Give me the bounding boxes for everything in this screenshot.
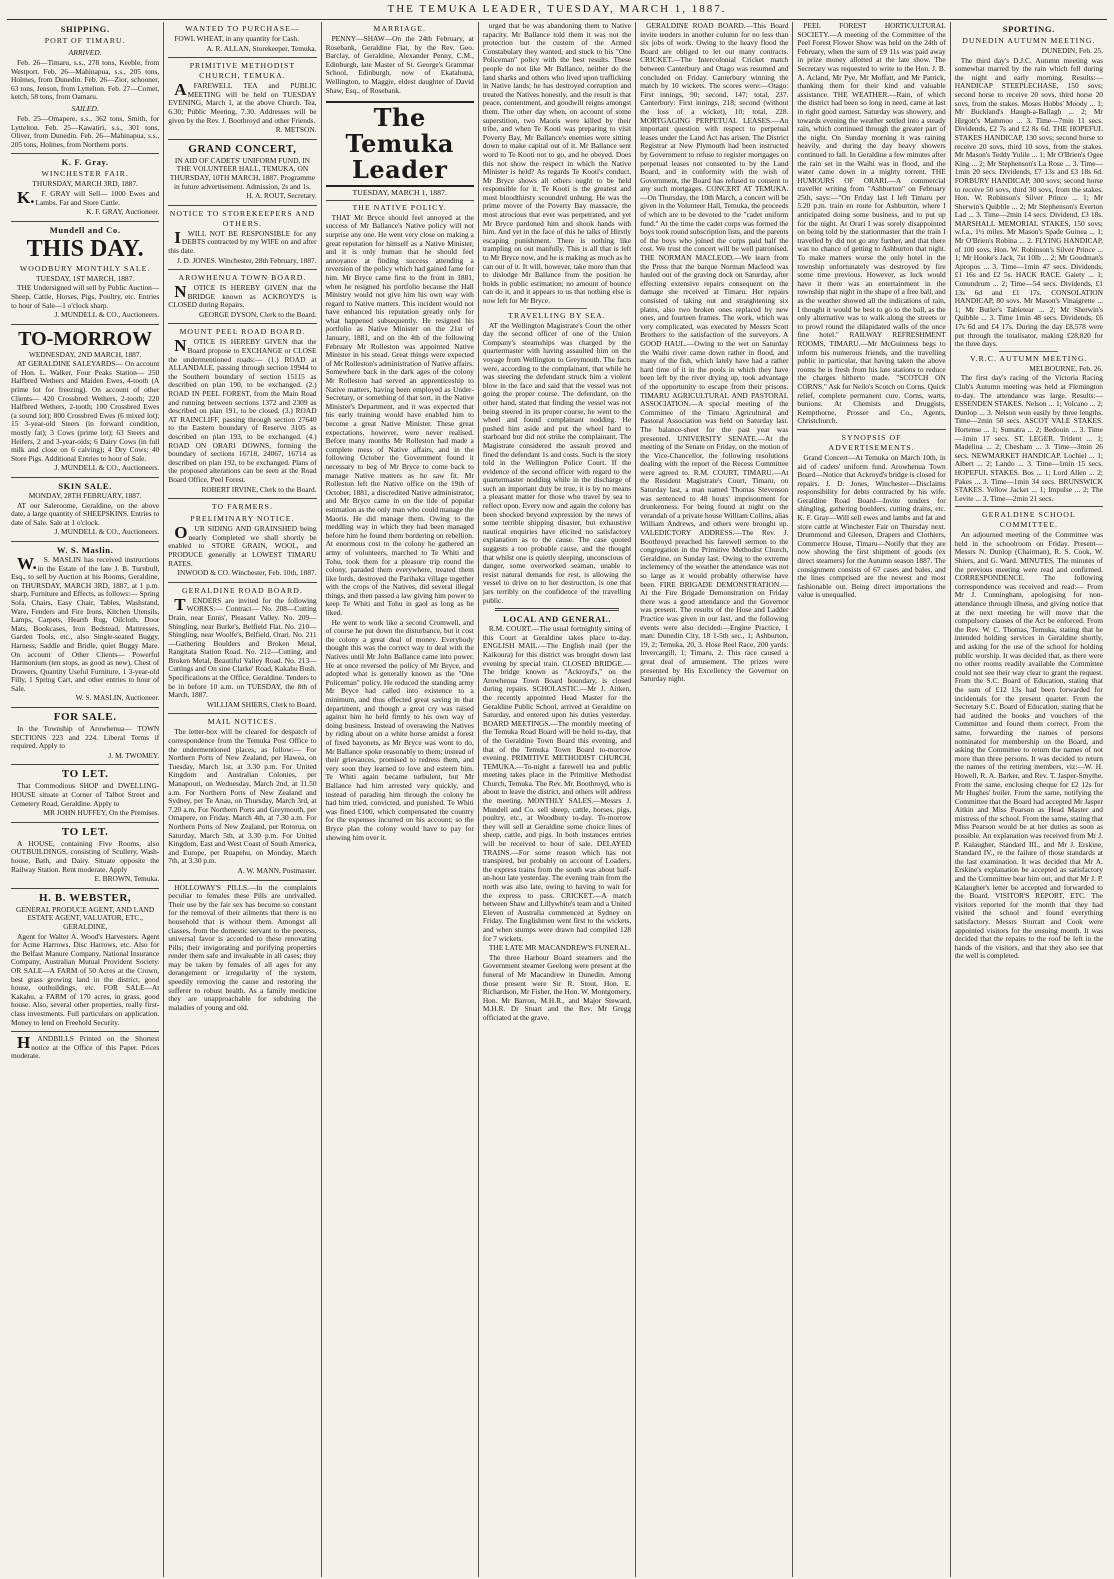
- column-2: [164, 22, 321, 1577]
- vrc-heading: V.R.C. AUTUMN MEETING.: [970, 353, 1088, 363]
- tolet-heading-1: TO LET.: [61, 768, 109, 781]
- local-news-continued-2: [797, 22, 945, 426]
- newspaper-page: [7, 0, 1107, 1579]
- arrived-heading: ARRIVED.: [68, 48, 102, 57]
- farmers-heading: TO FARMERS.: [211, 502, 273, 512]
- tomorrow-ad: [11, 328, 159, 478]
- maslin-heading: W. S. Maslin.: [56, 544, 114, 555]
- mountpeel-heading: MOUNT PEEL ROAD BOARD.: [179, 327, 306, 337]
- native-policy-continued: [483, 22, 631, 306]
- marriage-heading: MARRIAGE.: [373, 24, 426, 33]
- editorial-date: TUESDAY, MARCH 1, 1887.: [326, 189, 474, 201]
- vrc-dateline: MELBOURNE, Feb. 26.: [1029, 363, 1103, 373]
- column-1: [7, 22, 164, 1577]
- native-policy-p2: He went to work like a second Cromwell, and of course he put down the disturbance, but it cost the colony a great deal of money. Everybody thought this was the correct way to deal with the Natives until Mr John Ballance came into power. He at once reversed the policy of Mr Bryce, and adopted what is generally known as the "One Policeman" policy. He reduced the standing army Mr Bryce had called into existence to a minimum, and thus effected great saving in that department, and though a great cry was raised against him he held firmly to his own way of doing business. Instead of overawing the Natives by riding about on a white horse amidst a forest of fixed bayonets, as Mr Bryce was wont to do, Mr Ballance spoke reasonably to them; instead of their grievances, promised to redress them, and very soon they learned to love and esteem him. Te Whiti again became turbulent, but Mr Ballance had him arrested very quickly, and instead of parading him through the colony he had him tried, convicted, and punished. Te Whiti was fined £100, which compensated the country for the expenses incurred on his account; so the Bryce plan the colony would have to pay for showing him over it.: [325, 617, 474, 842]
- holloway-ad: [168, 884, 316, 1013]
- local-news-body-2: PEEL FOREST HORTICULTURAL SOCIETY.—A meeting of the Committee of the Peel Forest Flower Show was held on the 24th of February, when the sum of £9 11s was paid away in prize money allotted at the late show. The Secretary was requested to write to the Hon. J. B. A. Acland, Mr Pye, Mr Moffatt, and Mr Patrick, thanking them for their kind and valuable assistance. THE WEATHER.—Rain, of which the district had been so long in need, came at last in right good earnest. Saturday was showery, and towards evening the weather settled into a steady rain, which continued through the greater part of the night. On Sunday morning it was raining heavily, and during the day heavy showers continued to fall. In Geraldine a few minutes after the rain set in the Waihi was in flood, and the water came down in a mighty torrent. THE HUMOURS OF ORARI.—A commercial traveller writing from "Ashburton" on February 25th, says:—"On Friday last I left Timaru per 5.20 p.m. train en route for Ashburton, where I anticipated doing some business, and to put up for the night. At Orari I was sorely disappointed on being told by the stationmaster that the train I travelled by did not go any further, and that there was no chance of getting to Ashburton that night. To make matters worse the only hotel in the township unfortunately was destroyed by fire some time previous. However, as luck would have it there was an entertainment in the township that night in the shape of a free ball, and as the weather showed all the indications of rain, I thought it would be best to go to the ball, as the only alternative was to walk along the streets or to prowl round the dilapidated walls of the once fine hotel." RAILWAY REFRESHMENT ROOMS, TIMARU.—Mr McGuinness begs to inform his numerous friends, and the travelling public in particular, that having taken the above rooms he is fresh from his late stations to reduce the charges hitherto made. "SCOTCH ON CORNS." Ask for Neilo's Scotch on Corns. Quick relief, complete permanent cure. Corns, warts, bunions. At Chemists and Druggists, Kempthorne, Prosser and Co., Agents, Christchurch.: [797, 22, 946, 426]
- mail-heading: MAIL NOTICES.: [207, 717, 278, 727]
- local-heading: LOCAL AND GENERAL.: [502, 614, 611, 625]
- geraldine-tenders-ad: [168, 586, 316, 715]
- vrc-results: The first day's racing of the Victoria Racing Club's Autumn meeting was held at Flemington to-day. The attendance was large. Results:— ESSENDEN STAKES. Nelson ... 1; Volcano ... 2; Dunlop ... 3. Nelson won easily by three lengths. Time—2min 50 secs. ASCOT VALE STAKES. Hortense ... 1; Sumatra ... 2; Bedouin ... 3. Time—1min 17 secs. ST. LEGER. Trident ... 1; Madelina ... 2; Chesham ... 3. Time—3min 26 secs. NEWMARKET HANDICAP. Lochiel ... 1; Albert ... 2; Lando ... 3. Time—1min 15 secs. HOPEFUL STAKES. Bos ... 1; Lord Allen ... 2; Pakes ... 3. Time—1min 34 secs. BRUNSWICK STAKES. Yellow Jacket ... 1; Impulse ... 2; The Levite ... 3. Time—2min 21 secs.: [954, 373, 1103, 503]
- native-policy-p3: urged that he was abandoning them to Native rapacity. Mr Ballance told them it was not the protection but the custom of the Armed Constabulary they wanted, and stuck to his "One Policeman" policy with the best results. These people do not like Mr Ballance, neither do the land sharks and others who lived upon trafficking in Native lands; he has destroyed corruption and treated the Natives honestly, and the result is that peace, contentment, and goodwill reigns amongst them. The other day when, on account of some superstition, two Maoris were killed by their tribe, and when Te Kooti was preparing to visit Poverty Bay, Mr Ballance's enemies were sitting down to make capital out of it. Mr Ballance sent word to Te Kooti not to go, and he obeyed. Does this not show the respect in which the Native Minister is held? As regards Te Kooti's conduct, Mr Bryce shows all others ought to be held responsible for it. Te Kooti is the greatest and most bloodthirsty scoundrel unhung. He was the prime mover of the Poverty Bay massacre, the most atrocious that ever was perpetrated, and yet Mr Bryce pardoned him and shook hands with him. And yet in the face of this he talks of Hirstly escaping punishment. There is nothing like trampling on out manfully. This is all that is left to Mr Bryce now, and he is making as much as he can out of it. It will, however, take more than that to dislodge Mr Ballance from the position he holds in public estimation; no amount of bounce can do it, and it appears to us that nothing else is now left for Mr Bryce.: [482, 22, 632, 305]
- maslin-ad: [11, 545, 159, 708]
- column-7: [951, 22, 1107, 1577]
- woodbury-date: TUESDAY, 1ST MARCH, 1887.: [36, 273, 135, 283]
- preliminary-heading: PRELIMINARY NOTICE.: [190, 514, 295, 524]
- notice-signature: J. D. JONES. Winchester, 28th February, 1887.: [176, 255, 317, 265]
- gray-body: K.F. GRAY will Sell— 1000 Ewes and Lambs. Fat and Store Cattle.: [17, 187, 160, 207]
- travel-heading: TRAVELLING BY SEA.: [508, 310, 606, 320]
- holloway-text: HOLLOWAY'S PILLS.—In the complaints peculiar to females these Pills are unrivalled. Their use by the fair sex has become so constant for the removal of their ailments that there is no household that is without them. Amongst all classes, from the domestic servant to the peeress, universal favor is accorded to these renovating Pills; their invigorating and purifying properties render them safe and invaluable in all cases; they may be taken by females of all ages for any derangement or irregularity of the system, speedily removing the cause and restoring the sufferer to robust health. As a family medicine they are unapproachable for subduing the maladies of young and old.: [168, 882, 317, 1012]
- webster-ad: [11, 892, 159, 1032]
- skin-body: AT our Saleroome, Geraldine, on the above date, a large quantity of SHEEPSKINS. Entries to date of Sale. Sale at 1 o'clock.: [11, 500, 160, 527]
- gray-ad: [11, 157, 159, 221]
- column-4: [479, 22, 636, 1577]
- divider: [495, 608, 619, 611]
- wanted-body: FOWL WHEAT, in any quantity for Cash.: [174, 34, 299, 43]
- skin-date: MONDAY, 28TH FEBRUARY, 1887.: [28, 491, 142, 500]
- webster-heading: H. B. WEBSTER,: [39, 891, 132, 904]
- divider: [999, 351, 1058, 352]
- shipping-heading: SHIPPING.: [60, 24, 110, 34]
- tomorrow-heading: TO-MORROW: [18, 327, 153, 350]
- maslin-signature: W. S. MASLIN, Auctioneer.: [75, 693, 160, 703]
- columns: [7, 22, 1107, 1577]
- methodist-heading: PRIMITIVE METHODIST CHURCH, TEMUKA.: [189, 61, 296, 81]
- gray-signature: K. F. GRAY, Auctioneer.: [86, 207, 160, 217]
- macandrew-body: The three Harbour Board steamers and the Government steamer Geelong were present at the funeral of Mr Macandrew in Dunedin. Among those present were Sir R. Stout, Hon. E. Richardson, Mr Fisher, the Hon. W. Montgomery, Hon. Mr Barron, M.H.R., and Major Steward, M.H.R. Dr Stuart and the Rev. Mr Gregg officiated at the grave.: [482, 952, 632, 1022]
- editorial-banner: [326, 101, 474, 201]
- woodbury-signature: J. MUNDELL & CO., Auctioneers.: [54, 310, 160, 320]
- port-heading: PORT OF TIMARU.: [44, 36, 126, 45]
- marriage-notice: [326, 24, 474, 95]
- local-general: [483, 614, 631, 1022]
- maslin-body: W.S. MASLIN has received instructions in the Estate of the late J. B. Turnbull, Esq., to sell by Auction at his Rooms, Geraldine, on THURSDAY, MARCH 3RD, 1887, at 1 p.m. sharp, Furniture and Effects, as follows:— Spring Sofa, Chairs, Easy Chair, Tables, Washstand, Ware, Fenders and Fire Irons, Kitchen Utensils, Lamps, Carpets, Hearth Rug, Oilcloth, Door Mats, Bookcases, Iron Bedstead, Mattresses, Garden Tools, etc., also Single-seated Buggy, Harness, Saddle and Bridle, quiet Buggy Mare. On account of Other Clients— Powerful Harmonium (ten stops, as good as new), Chest of Drawers, Quantity Useful Furniture, 1 3-year-old Filly, 1 Spring Cart, and other entries to hour of Sale.: [11, 553, 160, 693]
- marriage-body: PENNY—SHAW—On the 24th February, at Rosebank, Geraldine Flat, by the Rev. Geo. Barclay, of Geraldine, Alexander Penny, C.M., Edinburgh, late Master of St. George's Grammar School, Edinburgh, now of Ekatahuna, Wellington, to Maggie, eldest daughter of David Shaw, Esq., of Rosebank.: [325, 34, 474, 95]
- concert-heading: GRAND CONCERT,: [188, 142, 297, 155]
- mountpeel-signature: ROBERT IRVINE, Clerk to the Board.: [201, 484, 317, 494]
- divider: [955, 506, 1103, 507]
- methodist-ad: [168, 61, 316, 140]
- native-policy-heading: THE NATIVE POLICY.: [352, 202, 447, 212]
- arowhenua-heading: AROWHENUA TOWN BOARD.: [178, 273, 307, 283]
- forsale-ad: [11, 711, 159, 765]
- wanted-signature: A. R. ALLAN, Storekeeper, Temuka.: [206, 43, 317, 53]
- mundell-heading: Mundell and Co.: [49, 224, 121, 235]
- webster-subheading: GENERAL PRODUCE AGENT, AND LAND ESTATE AGENT, VALUATOR, ETC., GERALDINE,: [16, 904, 155, 931]
- sporting-section: [955, 24, 1103, 503]
- native-policy-article: [326, 203, 474, 842]
- column-3: [322, 22, 479, 1577]
- methodist-body: AFAREWELL TEA and PUBLIC MEETING will be held on TUESDAY EVENING, March 1, at the above Church. Tea, 6.30; Public Meeting, 7.30. Addresses will be given by the Rev. J. Boothroyd and other Friends.: [168, 80, 317, 125]
- wanted-heading: WANTED TO PURCHASE—: [185, 24, 300, 33]
- school-committee-section: [955, 510, 1103, 961]
- arowhenua-ad: [168, 273, 316, 324]
- sailed-heading: SAILED.: [71, 103, 99, 113]
- tolet-body-2: A HOUSE, containing Five Rooms, also OUTBUILDINGS, consisting of Scullery, Wash-house, Bath, and Dairy. Situate opposite the Railway Station. Rent moderate. Apply: [11, 838, 160, 874]
- running-head: THE TEMUKA LEADER, TUESDAY, MARCH 1, 1887.: [7, 0, 1107, 20]
- methodist-signature: R. METSON.: [275, 125, 317, 135]
- synopsis-body: Grand Concert—At Temuka on March 10th, in aid of cadets' uniform fund. Arowhenua Town Board—Notice that Ackroyd's bridge is closed for repairs. J. D. Jones, Winchester—Disclaims responsibility for debts contracted by his wife. Geraldine Road Board—Invite tenders for shingling, gathering boulders, cutting drains, etc. K. F. Gray—Will sell ewes and lambs and fat and store cattle at Winchester Fair on Thursday next. Drummond and Gleeson, Drapers and Clothiers, Commerce House, Timaru—Notify that they are now showing the first shipment of goods (ex direct steamers) for the Autumn season 1887. The consignment consists of 67 cases and bales, and the lines comprised are the newest and most fashionable out. Being direct importations the value is unequalled.: [797, 452, 946, 600]
- skin-heading: SKIN SALE.: [58, 481, 113, 491]
- mundell-ad: [11, 225, 159, 325]
- tomorrow-signature: J. MUNDELL & CO., Auctioneers.: [54, 463, 160, 473]
- travel-article: [483, 311, 631, 606]
- handbills-ad: [11, 1035, 159, 1061]
- local-news-body: GERALDINE ROAD BOARD.—This Board invite tenders in another column for no less than six jobs of work. Owing to the heavy flood the Board are obliged to let out many contracts. CRICKET.—The Intercolonial Cricket match between Canterbury and Otago was resumed and concluded on Friday. Canterbury winning the match by 10 wickets. The scores were:—Otago: First innings, 90; second, 147; total, 237. Canterbury: First innings, 218; second (without the loss of a wicket), 10; total, 228. MORTGAGING PERPETUAL LEASES.—An important question with respect to perpetual leases under the Land Act has arisen. The District Registrar at New Plymouth had been instructed by Government to refuse to register mortgages on perpetual leases not consented to by the Land Board, and in conformity with the wish of Government, the Board has refused to consent to any such mortgages. CONCERT AT TEMUKA.—On Thursday, the 10th March, a concert will be given in the Volunteer Hall, Temuka, the proceeds of which are to be devoted to the "cadet uniform fund." At the time the cadet corps was formed the boys took round subscription lists, and the parents of the boys who joined the corps paid half the cost. We trust the concert will be well patronised. THE NORMAN MACLEOD.—We learn from the Press that the barque Norman Macleod was hauled out of the graving dock on Saturday, after effecting extensive repairs consequent on the damage she received at Timaru. Her repairs consisted of taking out and straightening six plates, also two broken ones replaced by new ones, and fourteen frames. The work, which was very complicated, was executed by Messrs Scott Brothers to the satisfaction of the surveyors. A GOOD HAUL.—Owing to the wet on Saturday the Waihi river came down rather in flood, and many of the fish, which lately have had a rather hard time of it in the pools in which they have been left by the river drying up, took advantage of the opportunity to escape from their prisons. TIMARU AGRICULTURAL AND PASTORAL ASSOCIATION.—A special meeting of the Committee of the Timaru Agricultural and Pastoral Association was held on Saturday last. The balance-sheet for the past year was presented. UNIVERSITY SENATE.—At the meeting of the Senate on Friday, on the motion of the Vice-Chancellor, the following resolutions dealing with the report of the Recess Committee were agreed to. R.M. COURT, TIMARU.—At the Resident Magistrate's Court, Timaru, on Saturday last, a man named Thomas Stevenson was sentenced to 48 hours' imprisonment for drunkenness. For being found at night on the verandah of a private house William Collins, alias William Andrews, and others were brought up. VALEDICTORY ADDRESS.—The Rev. J. Boothroyd preached his farewell sermon to the congregation in the Primitive Methodist Church, Geraldine, on Sunday last. Owing to the extreme inclemency of the weather the attendance was not so large as it would probably otherwise have been. FIRE BRIGADE DEMONSTRATION.—At the Fire Brigade Demonstration on Friday there was a good attendance and the Governor was present. The results of the Hose and Ladder Practice was given in our last, and the following events were also decided:—Engine Practice, 1 man: Dunedin City, 18 1-5th sec., 1; Ashburton, 19, 2; Temuka, 20, 3. Hose Reel Race, 200 yards: Invercargill, 1; Timaru, 2. This race caused a great deal of amusement. The prizes were presented by His Excellency the Governor on Saturday night.: [640, 22, 789, 684]
- synopsis-heading: SYNOPSIS OF ADVERTISEMENTS.: [828, 432, 915, 452]
- thisday-heading: THIS DAY.: [26, 235, 144, 262]
- woodbury-heading: WOODBURY MONTHLY SALE.: [19, 263, 151, 273]
- wanted-ad: [168, 24, 316, 58]
- sailed-list: Feb. 25—Omapere, s.s., 362 tons, Smith, for Lyttelton. Feb. 25—Kawatiri, s.s., 301 tons, Oliver, from Dunedin. Feb. 26—Mahinapua, s.s., 205 tons, Holmes, from Northern ports.: [11, 113, 160, 149]
- tolet-ad-2: [11, 826, 159, 889]
- concert-signature: H. A. ROUT, Secretary.: [246, 191, 317, 201]
- forsale-heading: FOR SALE.: [53, 711, 117, 724]
- column-5: [636, 22, 793, 1577]
- divider: [527, 308, 586, 309]
- dunedin-heading: DUNEDIN AUTUMN MEETING.: [962, 36, 1096, 45]
- arowhenua-body: NOTICE IS HEREBY GIVEN that the BRIDGE known as ACKROYD'S is CLOSED during Repairs.: [168, 282, 317, 310]
- arowhenua-signature: GEORGE DYSON, Clerk to the Board.: [198, 309, 317, 319]
- shipping-section: [11, 24, 159, 154]
- column-6: [793, 22, 950, 1577]
- local-news-continued: [640, 22, 788, 684]
- farmers-body: OUR SIDING AND GRAINSHED being nearly Completed we shall shortly be enabled to STORE GRAIN, WOOL, and PRODUCE generally at LOWEST TIMARU RATES.: [168, 523, 317, 568]
- geraldine-tenders-signature: WILLIAM SHIERS, Clerk to Board.: [206, 699, 317, 709]
- concert-body: IN AID OF CADETS' UNIFORM FUND, IN THE VOLUNTEER HALL, TEMUKA, ON THURSDAY, 10TH MARCH, 1887. Programme in future advertisement. Admission, 2s and 1s.: [169, 155, 315, 191]
- tolet-signature-1: MR JOHN HUFFEY, On the Premises.: [43, 808, 160, 818]
- farmers-ad: [168, 502, 316, 583]
- farmers-signature: INWOOD & CO. Winchester, Feb. 10th, 1887.: [177, 568, 317, 578]
- forsale-signature: J. M. TWOMEY.: [108, 750, 160, 760]
- macandrew-heading: THE LATE MR MACANDREW'S FUNERAL.: [488, 943, 631, 953]
- mail-signature: A. W. MANN, Postmaster.: [237, 865, 317, 875]
- dunedin-dateline: DUNEDIN, Feb. 25.: [1041, 46, 1103, 55]
- newspaper-title: The Temuka Leader: [326, 101, 474, 187]
- webster-body: Agent for Walter A. Wood's Harvesters. Agent for Acme Harrows, Disc Harrows, etc. Also for the Belfast Manure Company, National Insurance Company, Australian Mutual Provident Society. OR SALE—A FARM of 50 Acres at the Crown, best grass growing land in the district, good house, outbuildings, etc. FOR SALE—At Kakahu, a FARM of 170 acres, in grass, good house. Also, several other properties, really first-class investments. Full particulars on application. Money to lend on Freehold Security.: [11, 931, 160, 1027]
- native-policy-p1: THAT Mr Bryce should feel annoyed at the success of Mr Ballance's Native policy will not surprise any one. He went very close on making a great reputation for himself as a Native Minister, and it is only human that he should feel annoyance at finding success attending a reversion of the policy which had gained fame for him. Mr Bryce came first to the front in 1881, when he resigned his portfolio because the Hall Ministry would not give him his own way with regard to Native matters. This incident would not have enhanced his reputation greatly only for what happened subsequently. He resigned his portfolio as Native Minister on the 21st of January, 1881, and on the 4th of the following February Mr Rolleston was appointed Native Minister in his stead. Great things were expected of Mr Rolleston's administration of Native affairs. Somewhere back in the dark ages of the colony Mr Rolleston had served an apprenticeship to Native matters, having been employed as Under-Secretary, or something of that sort, in the Native Minister's Department, and it was expected that his early training would have enabled him to become a great Native Minister. These great expectations, however, were never realised. Before many months Mr Rolleston had made a complete mess of Native affairs, and in the following October the Government found it necessary to beg of Mr Bryce to come back to manage Native matters as he saw fit. Mr Rolleston left the Native office on the 19th of October, 1881, a discredited Native administrator, and Mr Bryce came in on the tide of popular estimation as the only man who could manage the Maoris. He did manage them. Owing to the meddling way in which they had been managed before him he found them bordering on rebellion. At enormous cost to the colony he gathered an army of volunteers, marched to Te Whiti and Tohu, took them for a pleasure trip round the colony, paraded them everywhere, treated them like lords, destroyed the Parihaka village together with the crops of the Natives, did several illegal things, and then passed a law giving him power to keep Te Whiti and Tohu in gaol as long as he liked.: [325, 212, 474, 618]
- mail-notices: [168, 717, 316, 880]
- tolet-body-1: That Commodious SHOP and DWELLING-HOUSE situate at Corner of Talbot Street and Cemetery Road, Geraldine. Apply to: [11, 781, 160, 808]
- skin-ad: [11, 481, 159, 542]
- mountpeel-ad: [168, 327, 316, 499]
- skin-signature: J. MUNDELL & CO., Auctioneers.: [54, 527, 160, 537]
- woodbury-body: THE Undersigned will sell by Public Auction— Sheep, Cattle, Horses, Pigs, Poultry, etc. Entries to hour of Sale—1 o'clock sharp.: [11, 283, 160, 310]
- tomorrow-body: AT GERALDINE SALEYARDS— On account of Hon. L. Walker, Four Peaks Station— 250 Halfbred Wethers and Maiden Ewes, 4-tooth (A prime lot for freezing). On account of other Clients— 420 Crossbred Wethers, 2-tooth; 220 Halfbred Wethers, 2-tooth; 100 Crossbred Ewes (a sound lot); 800 Crossbred Ewes (6 mixed lot); 15 3-year-old Steers (in forward condition, mostly fat); 3 Cows (prime lot); 63 Steers and Heifers, 2 and 3-year-olds; 6 Dairy Cows (in full milk and close on 6 calving); 4 Dry Cows; 40 Store Pigs. Additional Entries to hour of Sale.: [11, 359, 160, 463]
- forsale-body: In the Township of Arowhenua— TOWN SECTIONS 223 and 224. Liberal Terms if required. Apply to: [11, 724, 160, 751]
- divider: [797, 429, 945, 430]
- winchester-heading: WINCHESTER FAIR.: [41, 169, 129, 179]
- sporting-heading: SPORTING.: [1002, 24, 1055, 34]
- notice-ad: [168, 209, 316, 270]
- travel-body: AT the Wellington Magistrate's Court the other day the second officer of one of the Union Company's steamships was charged by the quartermaster with having assaulted him on the voyage from Wellington to Greymouth. The facts were, according to the complainant, that while he was steering the defendant struck him a violent blow in the face and said that the vessel was not going the proper course. The defendant, on the other hand, stated that finding the vessel was not being steered in its proper course, he went to the wheel and found complainant nodding. He pushed him aside and put the wheel hard to starboard but did not strike the complainant. The Magistrate considered the assault proved and fined the defendant 1s and costs. Such is the story told in the Wellington Police Court. If the evidence of the second officer with regard to the quartermaster nodding while in the discharge of such an important duty be true, it is by no means a pleasant matter for those who travel by sea to reflect upon. Every now and again the colony has been shocked beyond expression by the news of some terrible shipping disaster, but exhaustive nautical enquiries have elicited no satisfactory explanation as to the cause. The case quoted suggests a too probable cause, and the thought that whilst one is quietly sleeping, unconscious of danger, some overworked seaman, unable to resist natural demands for rest, is allowing the vessel to drive on to her destruction, is one that jars terribly on the confidence of the travelling public.: [482, 320, 632, 605]
- tolet-heading-2: TO LET.: [61, 825, 109, 838]
- tomorrow-date: WEDNESDAY, 2ND MARCH, 1887.: [28, 349, 142, 359]
- dunedin-results: The third day's D.J.C. Autumn meeting was somewhat marred by the rain which fell during the night and early morning. Results:— HANDICAP STEEPLECHASE, 150 sovs; second horse to receive 20 sovs, third horse 20 sovs, from the stakes. Moses Hobbs' Moody ... 1; Mr Buckland's Haugh-a-Ballagh ... 2; Mr Hirgott's Mammoo ... 3. Time—7min 11 secs. Dividends, £2 7s and £2 8s 6d. THE HOPEFUL STAKES HANDICAP, 130 sovs; second horse to receive 20 sovs, third 10 sovs, from the stakes. Mr Mason's Teddy Yulile ... 1; Mr O'Brien's Ogee King ... 2; Mr Stephenson's La Rose ... 3. Time—1min 20 secs. Dividends, £7 13s and £3 18s 6d. FORBURY HANDICAP, 300 sovs; second horse to receive 50 sovs, third 30 sovs, from the stakes. Hon. W. Robinson's Silver Prince ... 1; Mr Sherwin's Quibble ... 2; Mr Stephenson's Everton Lad ... 3. Time—2min 14 secs. Dividend, £3 18s. MARSHALL MEMORIAL STAKES, 150 sovs; w.f.a., 1½ miles. Mr Mason's Spade Guinea ... 1; Mr O'Brien's Robina ... 2. FLYING HANDICAP, of 100 sovs. Hon. W. Robinson's Silver Prince ... 1; Mr Hooke's Jack, 7st 10lb ... 2; Mr Goodman's Apropos ... 3. Time—1min 47 secs. Dividends, £1 16s and £2 5s. HACK RACE. Gaiety ... 1; Conundrum ... 2; Time—54 secs. Dividends, £1 13s 6d and £1 17s. CONSOLATION HANDICAP, 80 sovs. Mr Mason's Vinaigrette ... 1; Mr Butler's Tabletear ... 2; Mr Sherwin's Quibble ... 3. Time 1min 48 secs. Dividends, £6 17s 6d and £4 17s. During the day £8,578 were put through the totalisator, making £28,820 for the three days.: [954, 55, 1103, 349]
- school-committee-body: An adjourned meeting of the Committee was held in the schoolroom on Friday. Present—Messrs N. Dunlop (Chairman), R. S. Cook, W. Shiers, and G. Ward. MINUTES. The minutes of the previous meeting were read and confirmed. CORRESPONDENCE. The following correspondence was received and read:— From Mr J. Cunningham, apologising for non-attendance through illness, and giving notice that at the next meeting he will move that the compulsory clauses of the Act be enforced. From the Rev. W. C. Thomas, Temuka, stating that he intended holding services in Geraldine shortly, and asking for the use of the school for holding public worship. It was decided that, as there were no other rooms readily available the Committee could not see their way clear to grant the request. From the S.C. Board of Education, stating that the sum of £12 13s had been forwarded for incidentals for the present quarter. From the Secretary S.C. Board of Education, stating that he had audited the books and vouchers of the Committee and found them correct. From the same, forwarding the names of persons nominated for membership on the Board, and asking the Committee to return the names of not more than three persons. It was decided to return the names of the retiring members, viz:—W. H. Howell, R. A. Barker, and Rev. T. Jasper-Smythe. From the same, enclosing cheque for £2 12s for Mr Hughes' boiler. From the same, notifying the Committee that the Board had accepted Mr Jasper Aitkin and Miss Pearson as Head Master and mistress of the school. From the same, stating that Miss Pearson would be at her duties as soon as possible. An explanation was received from Mr J. P. Kalaugher, Standard III., and Mr J. Erskine, Standard IV., re the failure of those standards at the last examination. It was decided that Mr A. Erskine's explanation be accepted as satisfactory and the Committee bear him out, and that Mr J. P. Kalaugher's letter be accepted and forwarded to the Board. VISITOR'S REPORT, ETC. The visitors reported for the month that they had visited the school and found everything satisfactory. Messrs Sturratt and Cook were appointed visitors for the ensuing month. It was decided that the repairs to the roof be left in the hands of the visitors, and that they also see that the well is completed.: [954, 530, 1103, 961]
- school-committee-heading: GERALDINE SCHOOL COMMITTEE.: [981, 510, 1076, 530]
- geraldine-tenders-heading: GERALDINE ROAD BOARD.: [182, 585, 303, 595]
- mail-body: The letter-box will be cleared for despatch of correspondence from the Temuka Post Office to the undermentioned places, as follow:— For Northern Ports of New Zealand, per Hawea, on Tuesday, March 1st, at 3.30 p.m. For United Kingdom and Australian Colonies, per Manapouri, on Wednesday, March 2nd, at 11.50 a.m. For Northern Ports of New Zealand and Sydney, per Te Anau, on Thursday, March 3rd, at 7.20 a.m. For Northern Ports and Greymouth, per Omapere, on Friday, March 4th, at 7.30 a.m. For Northern Ports of New Zealand, per Rotorua, on Saturday, March 5th, at 3.30 p.m. For United Kingdom, East and West Coast of South America, and Europe, per Ruapehu, on Monday, March 7th, at 3.30 p.m.: [168, 727, 317, 866]
- mountpeel-body: NOTICE IS HEREBY GIVEN that the Board propose to EXCHANGE or CLOSE the undermentioned roads:— (1.) ROAD at ALLANDALE, passing through section 19944 to the Southern boundary of section 15115 as described on plan 190, to be exchanged. (2.) ROAD IN PEEL FOREST, from the Main Road and running between sections 1372 and 2309 as described on plan 191, to be closed. (3.) ROAD AT RAINCLIFF, passing through section 27640 to the Eastern boundary of Reserve 3105 as described on plan 193, to be exchanged. (4.) ROAD ON ORARI DOWNS, forming the boundary of sections 16718, 24067, 16714 as described on plan 192, to be exchanged. Plans of the proposed alterations can be seen at the Road Board Office, Peel Forest.: [168, 336, 317, 484]
- tolet-signature-2: E. BROWN, Temuka.: [94, 874, 160, 884]
- concert-ad: [168, 143, 316, 206]
- synopsis-section: [797, 433, 945, 600]
- local-body: R.M. COURT.—The usual fortnightly sitting of this Court at Geraldine takes place to-day. ENGLISH MAIL.—The English mail (per the Kaikoura) for this district was brought down last evening by special train. CLOSED BRIDGE.—The bridge known as "Ackroyd's," on the Arowhenua Town Board boundary, is closed during repairs. SCHOLASTIC.—Mr J. Aitken, the recently appointed Head Master for the Geraldine Public School, arrived at Geraldine on Saturday, and entered upon his duties yesterday. BOARD MEETINGS.—The monthly meeting of the Temuka Road Board will be held to-day, that of the Geraldine Town Board this evening, and that of the Temuka Town Board to-morrow evening. PRIMITIVE METHODIST CHURCH, TEMUKA.—To-night a farewell tea and public meeting takes place in the Primitive Methodist Church, Temuka. The Rev. Mr. Boothroyd, who is about to leave the district, and others will address the meeting. MONTHLY SALES.—Messrs J. Mundell and Co. sell sheep, cattle, horses, pigs, poultry, etc., at Woodbury to-day. To-morrow they will sell at Geraldine some choice lines of sheep, cattle, and pigs. In both instances entries will be received to hour of sale. DELAYED TRAINS.—For some reason which has not transpired, but probably on account of Loaders, the express trains from the south was about half-an-hour late yesterday. The evening train from the north was also late, owing to having to wait for the express to pass. CRICKET.—A match between Shaw and Lillywhite's team and a United Eleven of Australia commenced at Sydney on Friday. The Englishmen went first to the wickets, and when stumps were drawn had compiled 128 for 7 wickets.: [482, 624, 632, 943]
- gray-heading: K. F. Gray.: [61, 157, 109, 168]
- gray-date: THURSDAY, MARCH 3RD, 1887.: [32, 179, 138, 189]
- handbills-text: HANDBILLS Printed on the Shortest notice at the Office of this Paper. Prices moderate.: [11, 1033, 160, 1061]
- notice-heading: NOTICE TO STOREKEEPERS AND OTHERS.: [169, 208, 316, 228]
- arrived-list: Feb. 26—Timaru, s.s., 278 tons, Keeble, from Westport. Feb. 26—Mahinapua, s.s., 205 tons, Holmes, from Dunedin. Feb. 26—Zior, schooner, 63 tons, Jenson, from Lyttelton. Feb. 27—Comet, ketch, 58 tons, from Oamaru.: [11, 58, 160, 102]
- tolet-ad-1: [11, 768, 159, 822]
- geraldine-tenders-body: TENDERS are invited for the following WORKS:— Contract— No. 208—Cutting Drain, near Ennis', Pleasant Valley. No. 209—Shingling, near Burke's, Belfield Flat. No. 210—Shingling, near Woolfe's, Belfield, Orari. No. 211—Gathering Boulders and Broken Metal, Rangitata Station Road. No. 212—Cutting, and Broken Metal, Beautiful Valley Road. No. 213—Cuttings and On sine Clarke' Road, Kakahu Bush. Specifications at the Office, Geraldine. Tenders to be in before 10 a.m. on TUESDAY, the 8th of March, 1887.: [168, 594, 317, 700]
- notice-body: IWILL NOT BE RESPONSIBLE for any DEBTS contracted by my WIFE on and after this date.: [168, 227, 317, 255]
